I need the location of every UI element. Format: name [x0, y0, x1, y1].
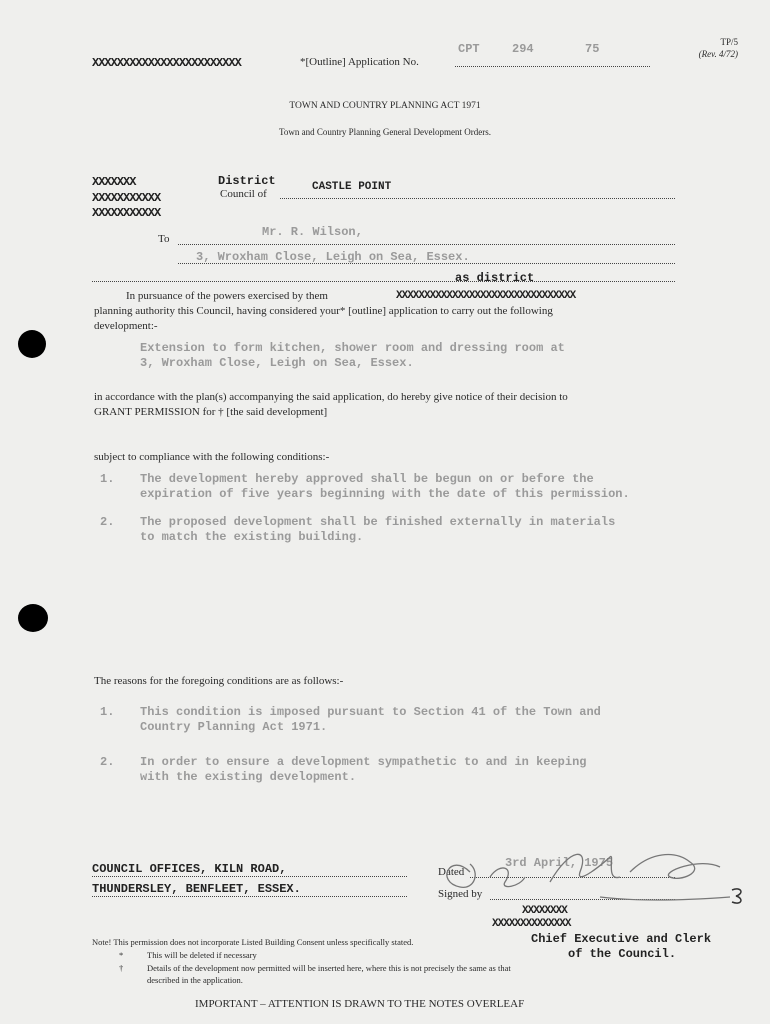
punch-hole-bottom: [18, 604, 48, 632]
application-number-label: *[Outline] Application No.: [300, 56, 419, 68]
development-line-2: 3, Wroxham Close, Leigh on Sea, Essex.: [140, 356, 414, 370]
to-dots-3: [92, 281, 675, 282]
pursuance-strike: XXXXXXXXXXXXXXXXXXXXXXXXXXXXXXXX: [396, 290, 576, 302]
important-notice: IMPORTANT – ATTENTION IS DRAWN TO THE NOTES OVERLEAF: [195, 998, 525, 1010]
offices-dots-2: [92, 896, 407, 897]
app-ref-2: 294: [512, 42, 534, 56]
council-name: CASTLE POINT: [312, 181, 392, 193]
signatory-line-2: of the Council.: [568, 947, 677, 961]
note-dagger-mark: †: [119, 963, 124, 973]
to-dots-1: [178, 244, 675, 245]
to-label: To: [158, 233, 170, 245]
signed-label: Signed by: [438, 888, 483, 900]
district-word: District: [218, 174, 276, 188]
reason-2-number: 2.: [100, 755, 115, 769]
note-star-mark: *: [119, 950, 124, 960]
pursuance-line-2: planning authority this Council, having considered your* [outline] application to carry out the following: [94, 305, 553, 317]
condition-1-line-1: The development hereby approved shall be begun on or before the: [140, 472, 594, 486]
addressee-name: Mr. R. Wilson,: [262, 225, 363, 239]
council-strike-2: XXXXXXXXXXX: [92, 191, 161, 205]
note-dagger-text-1: Details of the development now permitted will be inserted here, where this is not precisely the same as that: [147, 963, 511, 973]
reason-2-line-2: with the existing development.: [140, 770, 357, 784]
reason-1-line-2: Country Planning Act 1971.: [140, 720, 328, 734]
signed-strike: XXXXXXXX: [522, 905, 567, 917]
application-number-dots: [455, 66, 650, 67]
note-listed-building: Note! This permission does not incorporate Listed Building Consent unless specifically stated.: [92, 937, 414, 947]
as-district: as district: [455, 271, 535, 285]
orders-title: Town and Country Planning General Development Orders.: [278, 127, 492, 137]
offices-dots-1: [92, 876, 407, 877]
condition-1-number: 1.: [100, 472, 115, 486]
reason-1-line-1: This condition is imposed pursuant to Section 41 of the Town and: [140, 705, 601, 719]
app-ref-1: CPT: [458, 42, 480, 56]
condition-2-number: 2.: [100, 515, 115, 529]
addressee-address: 3, Wroxham Close, Leigh on Sea, Essex.: [196, 250, 470, 264]
condition-1-line-2: expiration of five years beginning with the date of this permission.: [140, 487, 630, 501]
signed-strike-2: XXXXXXXXXXXXXX: [492, 918, 571, 930]
app-ref-3: 75: [585, 42, 600, 56]
form-code: TP/5: [720, 37, 738, 47]
condition-2-line-2: to match the existing building.: [140, 530, 364, 544]
council-of-dots: [280, 198, 675, 199]
decision-line-1: in accordance with the plan(s) accompanying the said application, do hereby give notice of their decision to: [94, 391, 568, 403]
reasons-intro: The reasons for the foregoing conditions are as follows:-: [94, 675, 344, 687]
handwritten-signature: [430, 842, 760, 912]
condition-2-line-1: The proposed development shall be finished externally in materials: [140, 515, 616, 529]
form-rev: (Rev. 4/72): [698, 49, 738, 59]
dated-label: Dated: [438, 866, 465, 878]
punch-hole-top: [18, 330, 46, 358]
signatory-line-1: Chief Executive and Clerk: [531, 932, 712, 946]
development-line-1: Extension to form kitchen, shower room and dressing room at: [140, 341, 565, 355]
offices-line-2: THUNDERSLEY, BENFLEET, ESSEX.: [92, 882, 301, 896]
decision-line-2: GRANT PERMISSION for † [the said development]: [94, 406, 328, 418]
dated-value: 3rd April, 1975: [505, 856, 614, 870]
note-dagger-text-2: described in the application.: [147, 975, 243, 985]
pursuance-line-3: development:-: [94, 320, 158, 332]
act-title: TOWN AND COUNTRY PLANNING ACT 1971: [289, 101, 481, 111]
council-strike-3: XXXXXXXXXXX: [92, 206, 161, 220]
pursuance-line-1: In pursuance of the powers exercised by them: [126, 290, 328, 302]
note-star-text: This will be deleted if necessary: [147, 950, 257, 960]
reason-1-number: 1.: [100, 705, 115, 719]
offices-line-1: COUNCIL OFFICES, KILN ROAD,: [92, 862, 287, 876]
conditions-intro: subject to compliance with the following conditions:-: [94, 451, 330, 463]
council-of-label: Council of: [220, 188, 267, 200]
council-strike-1: XXXXXXX: [92, 175, 136, 189]
reason-2-line-1: In order to ensure a development sympathetic to and in keeping: [140, 755, 587, 769]
header-strikeout: XXXXXXXXXXXXXXXXXXXXXXXX: [92, 56, 241, 70]
